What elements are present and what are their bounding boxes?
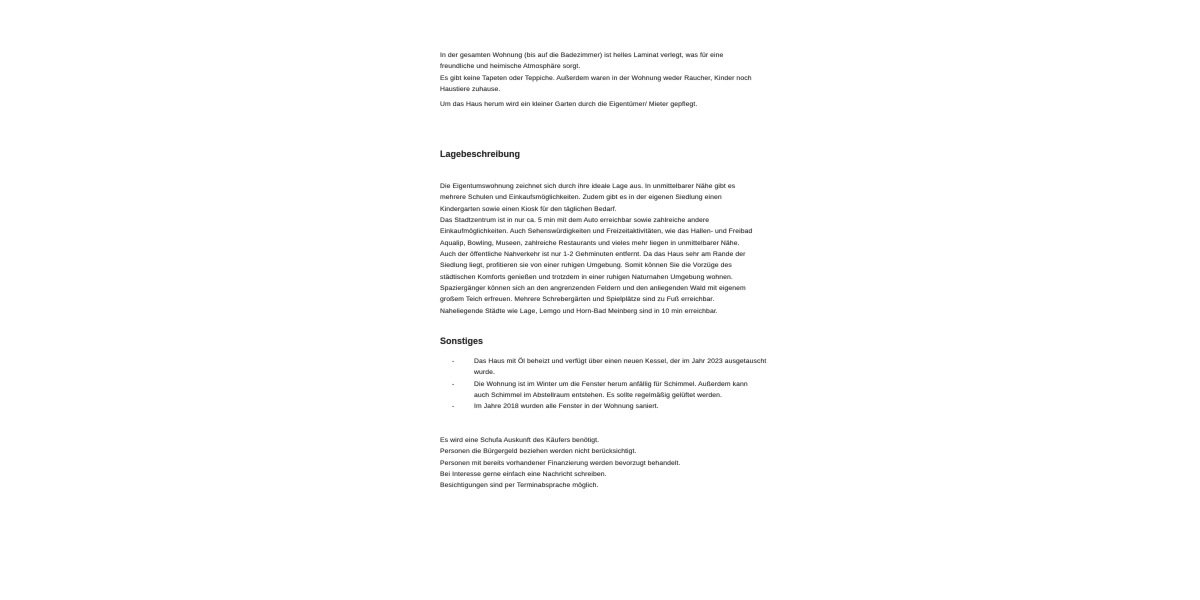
paragraph-line: Das Haus mit Öl beheizt und verfügt über einen neuen Kessel, der im Jahr 2023 ausgetauscht — [474, 358, 767, 365]
paragraph-line: großem Teich erfreuen. Mehrere Schrebergärten und Spielplätze sind zu Fuß erreichbar. — [440, 296, 715, 304]
paragraph-line: wurde. — [474, 369, 496, 377]
paragraph-line: Es wird eine Schufa Auskunft des Käufers benötigt. — [440, 437, 600, 444]
paragraph-line: Naheliegende Städte wie Lage, Lemgo und Horn-Bad Meinberg sind in 10 min erreichbar. — [440, 307, 718, 315]
bullet-dash: - — [452, 403, 455, 411]
paragraph-line: Spaziergänger können sich an den angrenzenden Feldern und den anliegenden Wald mit eigenem — [440, 285, 746, 293]
bullet-dash: - — [452, 380, 455, 388]
paragraph-line: freundliche und heimische Atmosphäre sorgt. — [440, 63, 581, 71]
paragraph-line: Es gibt keine Tapeten oder Teppiche. Außerdem waren in der Wohnung weder Raucher, Kinder noch — [440, 74, 752, 82]
paragraph-line: Siedlung liegt, profitieren sie von einer ruhigen Umgebung. Somit können Sie die Vorzüge des — [440, 262, 732, 270]
section-heading-lagebeschreibung: Lagebeschreibung — [440, 149, 521, 159]
bullet-item-windows — [440, 401, 860, 412]
paragraph-line: Einkaufmöglichkeiten. Auch Sehenswürdigkeiten und Freizeitaktivitäten, wie das Hallen- und Freibad — [440, 228, 753, 236]
paragraph-line: Besichtigungen sind per Terminabsprache möglich. — [440, 482, 599, 490]
paragraph-line: Das Stadtzentrum ist in nur ca. 5 min mit dem Auto erreichbar sowie zahlreiche andere — [440, 217, 710, 225]
bullet-text — [474, 379, 860, 402]
paragraph-line: Aqualip, Bowling, Museen, zahlreiche Restaurants und vieles mehr liegen in unmittelbarer Nähe. — [440, 239, 740, 247]
paragraph-line: Im Jahre 2018 wurden alle Fenster in der Wohnung saniert. — [474, 403, 659, 411]
paragraph-line: Personen mit bereits vorhandener Finanzierung werden bevorzugt behandelt. — [440, 459, 681, 467]
paragraph-line: städtischen Komforts genießen und trotzdem in einer ruhigen Naturnahen Umgebung wohnen. — [440, 273, 733, 281]
paragraph-line: Bei Interesse gerne einfach eine Nachricht schreiben. — [440, 471, 607, 479]
section-heading-sonstiges: Sonstiges — [440, 336, 484, 346]
bullet-item-heating — [440, 356, 860, 379]
location-description-paragraph — [440, 181, 860, 317]
bullet-dash: - — [452, 358, 455, 365]
bullet-item-mold — [440, 379, 860, 402]
paragraph-line: mehrere Schulen und Einkaufsmöglichkeiten. Zudem gibt es in der eigenen Siedlung einen — [440, 194, 722, 202]
paragraph-line: Personen die Bürgergeld beziehen werden nicht berücksichtigt. — [440, 448, 637, 456]
paragraph-line: Um das Haus herum wird ein kleiner Garten durch die Eigentümer/ Mieter gepflegt. — [440, 101, 698, 108]
paragraph-line: Die Wohnung ist im Winter um die Fenster herum anfällig für Schimmel. Außerdem kann — [474, 380, 748, 388]
paragraph-line: In der gesamten Wohnung (bis auf die Badezimmer) ist helles Laminat verlegt, was für eine — [440, 52, 724, 59]
paragraph-line: Haustiere zuhause. — [440, 86, 501, 94]
paragraph-line: Auch der öffentliche Nahverkehr ist nur 1-2 Gehminuten entfernt. Da das Haus sehr am Rande der — [440, 251, 746, 259]
bullet-text — [474, 356, 860, 379]
paragraph-line: Kindergarten sowie einen Kiosk für den täglichen Bedarf. — [440, 205, 617, 213]
garden-paragraph — [440, 99, 860, 110]
bullet-text — [474, 401, 860, 412]
closing-paragraph — [440, 435, 860, 492]
paragraph-line: auch Schimmel im Abstellraum entstehen. Es sollte regelmäßig gelüftet werden. — [474, 392, 722, 400]
misc-bullet-list — [440, 356, 860, 413]
paragraph-line: Die Eigentumswohnung zeichnet sich durch ihre ideale Lage aus. In unmittelbarer Nähe gibt es — [440, 183, 736, 190]
intro-paragraph — [440, 50, 860, 95]
